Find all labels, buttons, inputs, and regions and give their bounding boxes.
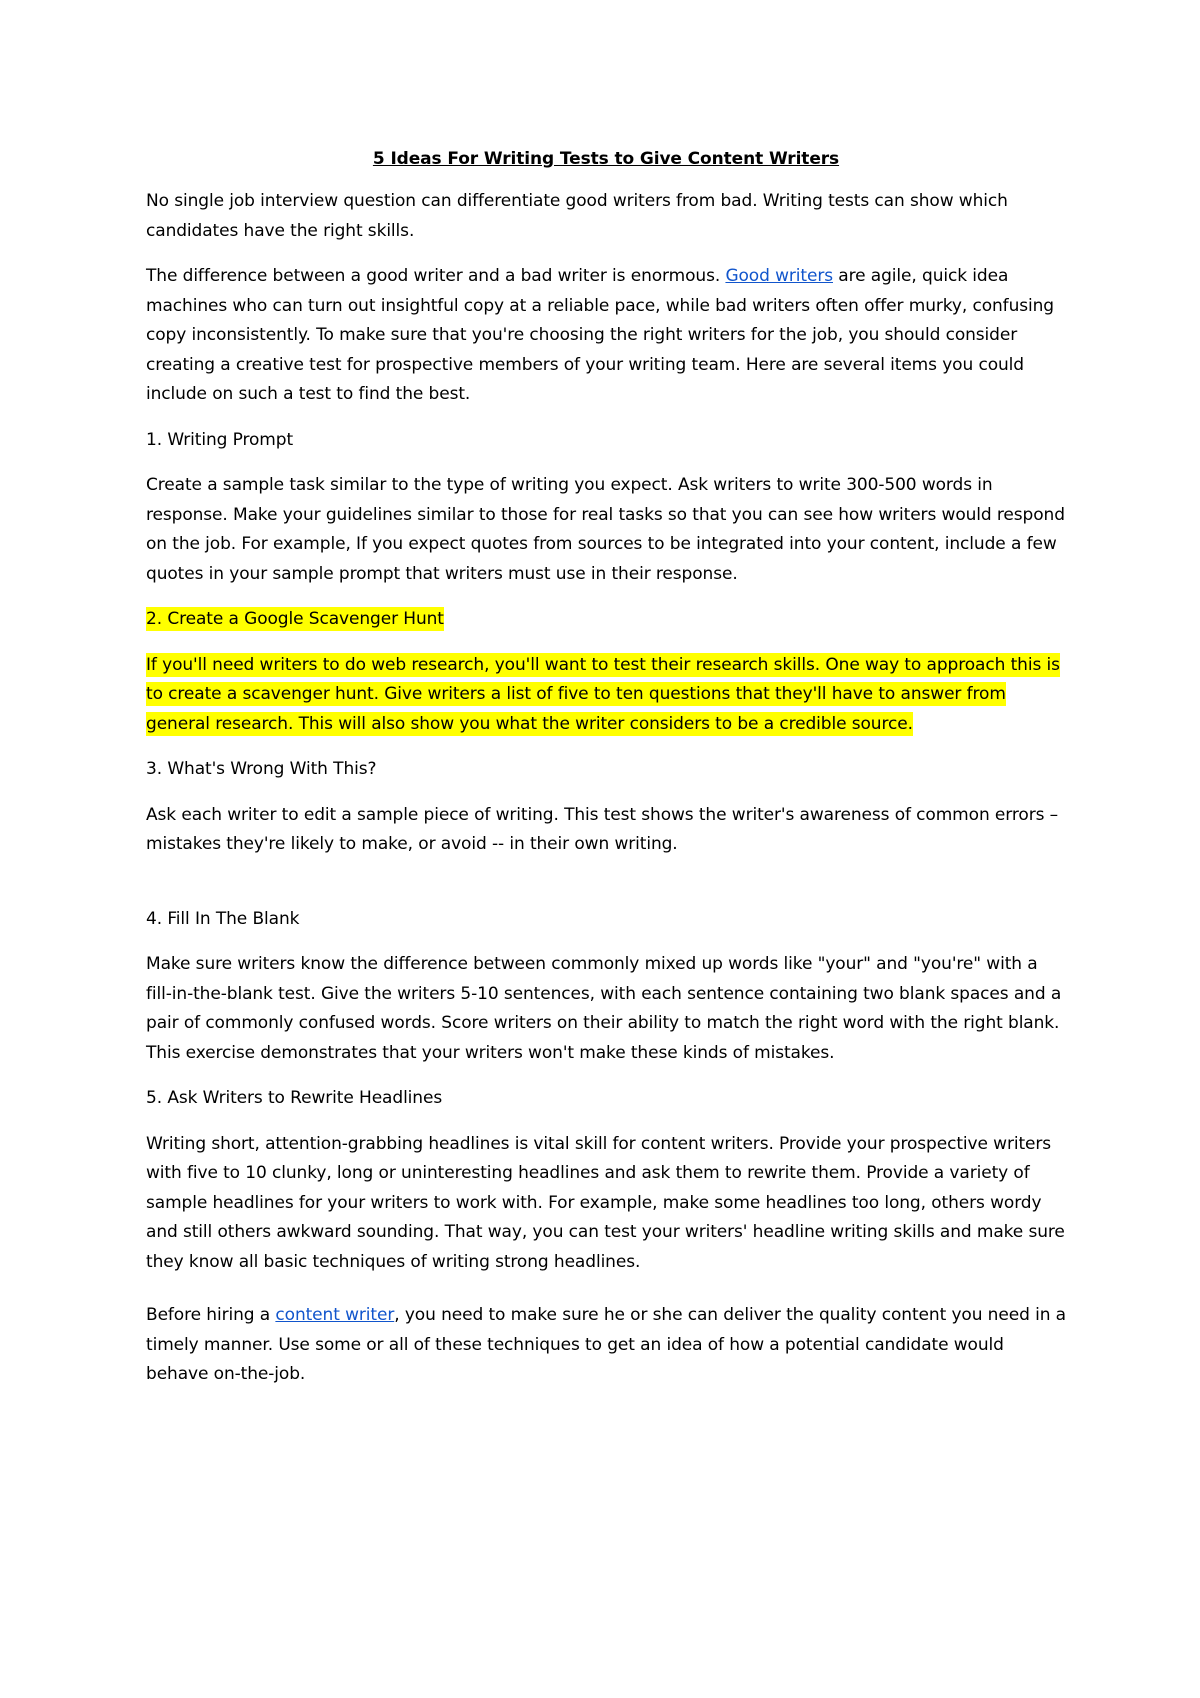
highlighted-text: If you'll need writers to do web research, you'll want to test their research skills. One way to approach this is to create a scavenger hunt. Give writers a list of five to ten questions that they'll have to answer from general research. This will also show you what the writer considers to be a credible source. xyxy=(146,654,1060,734)
section-heading-rewrite-headlines: 5. Ask Writers to Rewrite Headlines xyxy=(146,1088,443,1108)
good-writers-link[interactable]: Good writers xyxy=(725,266,833,286)
paragraph-text: The difference between a good writer and a bad writer is enormous. xyxy=(146,266,726,286)
content-writer-link[interactable]: content writer xyxy=(275,1305,395,1325)
section-heading-writing-prompt: 1. Writing Prompt xyxy=(146,429,294,450)
document-title: 5 Ideas For Writing Tests to Give Content Writers xyxy=(372,149,840,169)
document-body xyxy=(146,147,1066,1406)
section-body-rewrite-headlines: Writing short, attention-grabbing headlines is vital skill for content writers. Provide your prospective writers with five to 10 clunky, long or uninteresting headlines and ask them to rewrite them. Provide a variety of sample headlines for your writers to work with. For example, make some headlines too long, others wordy and still others awkward sounding. That way, you can test your writers' headline writing skills and make sure they know all basic techniques of writing strong headlines. xyxy=(146,1133,1065,1272)
section-heading-fill-blank: 4. Fill In The Blank xyxy=(146,908,300,929)
section-body-scavenger-hunt xyxy=(146,651,1066,740)
highlighted-text: 2. Create a Google Scavenger Hunt xyxy=(146,609,444,629)
section-body-fill-blank: Make sure writers know the difference between commonly mixed up words like "your" and "you're" with a fill-in-the-blank test. Give the writers 5-10 sentences, with each sentence containing two blank spaces and a pair of commonly confused words. Score writers on their ability to match the right word with the right blank. This exercise demonstrates that your writers won't make these kinds of mistakes. xyxy=(146,954,1062,1063)
closing-paragraph xyxy=(146,1301,1066,1390)
section-heading-whats-wrong: 3. What's Wrong With This? xyxy=(146,759,377,779)
paragraph-writer-difference xyxy=(146,262,1066,410)
paragraph-text: are agile, quick idea machines who can turn out insightful copy at a reliable pace, while bad writers often offer murky, confusing copy inconsistently. To make sure that you're choosing the right writers for the job, you should consider creating a creative test for prospective members of your writing team. Here are several items you could include on such a test to find the best. xyxy=(146,266,1054,404)
section-body-whats-wrong: Ask each writer to edit a sample piece of writing. This test shows the writer's awareness of common errors – mistakes they're likely to make, or avoid -- in their own writing. xyxy=(146,804,1059,854)
intro-paragraph: No single job interview question can differentiate good writers from bad. Writing tests can show which candidates have the right skills. xyxy=(146,191,1008,241)
blank-line xyxy=(146,1293,1066,1301)
paragraph-text: , you need to make sure he or she can deliver the quality content you need in a timely manner. Use some or all of these techniques to get an idea of how a potential candidate would behave on-the-job. xyxy=(146,1305,1066,1384)
section-body-writing-prompt: Create a sample task similar to the type of writing you expect. Ask writers to write 300-500 words in response. Make your guidelines similar to those for real tasks so that you can see how writers would respond on the job. For example, If you expect quotes from sources to be integrated into your content, include a few quotes in your sample prompt that writers must use in their response. xyxy=(146,475,1065,584)
blank-line xyxy=(146,876,1066,905)
paragraph-text: Before hiring a xyxy=(146,1305,276,1325)
section-heading-scavenger-hunt xyxy=(146,605,1066,635)
